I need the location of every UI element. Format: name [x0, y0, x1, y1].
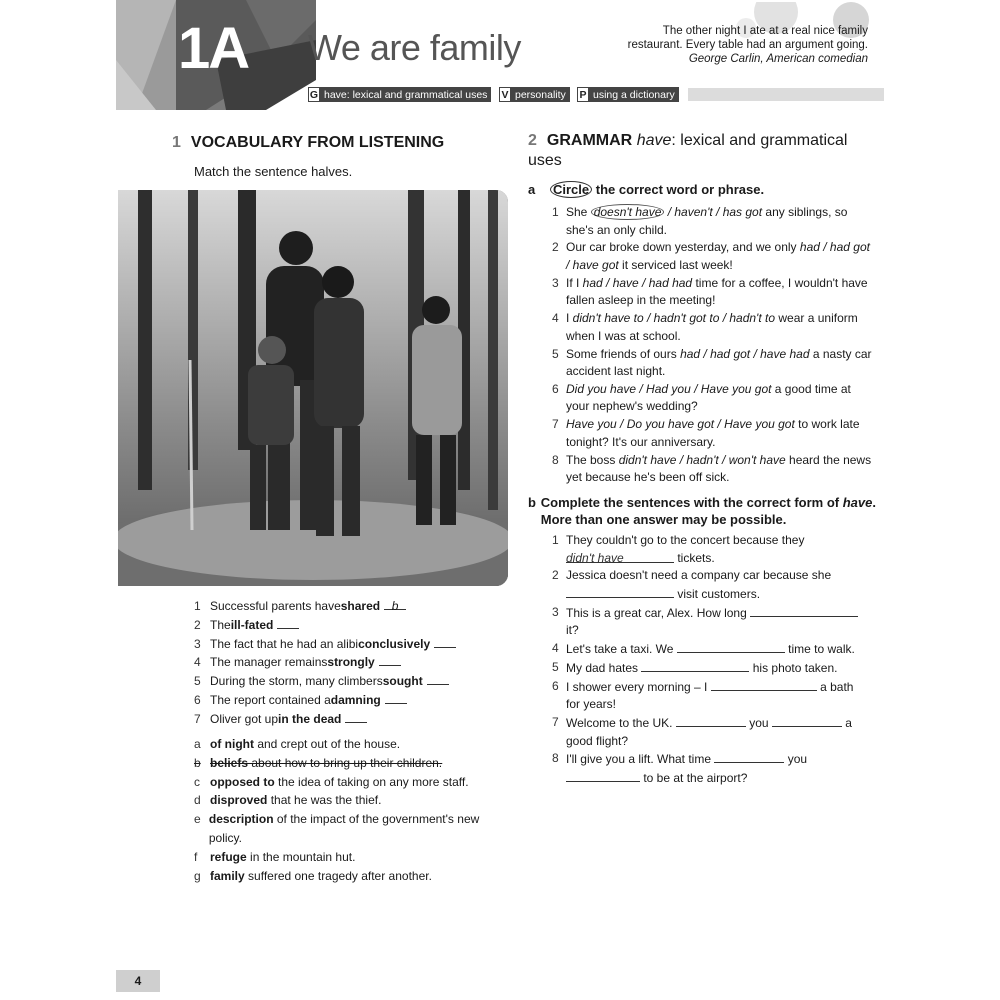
item-text-rest: that he was the thief. [267, 793, 382, 808]
answer-blank[interactable] [677, 640, 785, 653]
item-text-pre: She [566, 205, 591, 219]
list-item [552, 204, 872, 239]
grammar-title-rest: : lexical and grammatical uses [528, 132, 848, 169]
item-text-before: The manager remains [210, 655, 328, 670]
list-item [194, 867, 504, 886]
task-a-list [552, 204, 872, 487]
item-text-pre: If I [566, 275, 583, 290]
item-number: 2 [552, 240, 559, 255]
item-keyword: ill-fated [230, 617, 274, 632]
item-text-pre: Our car broke down yesterday, and we only [566, 240, 800, 255]
answer-blank[interactable] [566, 769, 640, 782]
family-photo [118, 190, 508, 586]
item-text-post: time for a coffee, I wouldn't have fallen asleep in the meeting! [566, 275, 868, 308]
unit-title: We are family [308, 27, 521, 68]
item-number: 7 [552, 715, 559, 730]
answer-blank[interactable] [427, 672, 449, 685]
item-letter: d [194, 793, 201, 808]
item-text-rest: of the impact of the government's new policy. [208, 812, 480, 845]
item-options[interactable]: had / had got / have got [566, 240, 870, 272]
answer-blank[interactable] [641, 659, 749, 672]
item-text-post: a good time at your nephew's wedding? [566, 381, 851, 414]
circled-answer[interactable]: doesn't have [591, 204, 665, 220]
item-text-line2: his photo taken. [752, 660, 838, 675]
item-text-line1: Let's take a taxi. We [566, 642, 674, 657]
answer-blank[interactable] [379, 653, 401, 666]
item-number: 4 [552, 641, 559, 656]
answer-blank[interactable]: b [384, 597, 406, 610]
unit-header-graphic [116, 0, 316, 110]
list-item [194, 672, 514, 691]
item-number: 1 [552, 205, 559, 219]
item-number: 2 [194, 617, 201, 632]
item-text-line1: Welcome to the UK. [566, 716, 673, 731]
item-text-before: The report contained a [210, 692, 331, 707]
item-number: 6 [194, 692, 201, 707]
item-options[interactable]: Did you have / Had you / Have you got [566, 381, 772, 396]
item-number: 4 [194, 655, 201, 670]
answer-blank[interactable] [277, 616, 299, 629]
list-item [194, 791, 504, 810]
focus-tag-letter: V [499, 87, 511, 102]
list-item [194, 653, 514, 672]
list-item [552, 416, 872, 451]
item-options[interactable]: didn't have to / hadn't got to / hadn't to [572, 311, 776, 326]
list-item [552, 714, 870, 750]
item-text-before: The [210, 617, 231, 632]
item-text-rest: about how to bring up their children. [248, 755, 443, 770]
item-text-line1: Jessica doesn't need a company car because she [566, 568, 832, 583]
answer-blank[interactable] [772, 714, 842, 727]
focus-bar-background [688, 88, 884, 101]
item-options[interactable]: / haven't / has got [664, 205, 763, 219]
list-item [194, 710, 514, 729]
item-number: 1 [552, 533, 559, 547]
vocab-instruction: Match the sentence halves. [194, 164, 353, 179]
item-keyword: conclusively [358, 636, 431, 651]
list-item [552, 567, 870, 603]
item-text-post: it serviced last week! [618, 257, 733, 272]
list-item [194, 597, 514, 616]
item-keyword: of night [210, 737, 254, 751]
item-options[interactable]: had / had got / have had [680, 346, 810, 361]
item-number: 1 [194, 599, 201, 613]
item-number: 7 [552, 417, 559, 432]
list-item [194, 635, 514, 654]
item-number: 8 [552, 452, 559, 467]
item-text-post: a nasty car accident last night. [566, 346, 872, 379]
answer-blank[interactable] [714, 750, 784, 763]
item-text-line1: They couldn't go to the concert because they [566, 533, 805, 547]
item-text-line2: time to walk. [788, 642, 855, 657]
task-b-instruction-part1: Complete the sentences with the correct form of [540, 495, 843, 510]
list-item [194, 810, 494, 848]
item-number: 4 [552, 311, 559, 326]
list-item [552, 750, 870, 787]
list-item [552, 532, 870, 567]
item-keyword: refuge [210, 849, 247, 864]
focus-tag-text: have: lexical and grammatical uses [324, 88, 488, 101]
item-text-line2: a [845, 716, 852, 731]
item-text-rest: the idea of taking on any more staff. [274, 774, 469, 789]
list-item [194, 773, 504, 792]
item-letter: c [194, 774, 200, 789]
item-number: 2 [552, 568, 559, 583]
item-text-line3: good flight? [566, 733, 629, 748]
item-text-mid: you [787, 752, 808, 767]
task-letter: b [528, 495, 536, 510]
item-letter: f [194, 849, 198, 864]
item-keyword: in the dead [278, 711, 342, 726]
answer-blank[interactable] [434, 635, 456, 648]
item-options[interactable]: had / have / had had [582, 275, 693, 290]
grammar-section-number: 2 [528, 132, 537, 149]
item-number: 6 [552, 381, 559, 396]
textbook-page [116, 0, 884, 1000]
item-text-post: to work late tonight? It's our anniversary. [566, 417, 860, 449]
item-letter: e [194, 812, 201, 827]
item-text-rest: in the mountain hut. [246, 849, 356, 864]
task-b-instruction-italic: have [842, 495, 873, 510]
item-keyword: disproved [210, 793, 268, 808]
grammar-title-italic: have [636, 132, 672, 149]
item-text-line1: This is a great car, Alex. How long [566, 605, 747, 620]
item-text-line1: I shower every morning – I [566, 679, 708, 694]
focus-tag-pronunciation [577, 87, 679, 102]
answer-blank[interactable] [711, 678, 817, 691]
list-item [552, 275, 872, 310]
item-number: 7 [194, 711, 201, 726]
list-item [552, 659, 870, 678]
list-item [552, 381, 872, 416]
quote-author: George Carlin, American comedian [688, 53, 868, 65]
item-text-pre: The boss [566, 452, 619, 467]
item-text-line3: for years! [566, 697, 617, 712]
family-walking-forest-image [118, 190, 508, 586]
item-number: 8 [552, 751, 559, 766]
list-item [552, 346, 872, 381]
item-number: 5 [552, 659, 559, 674]
item-number: 6 [552, 678, 559, 693]
task-b-heading [528, 494, 880, 528]
answer-blank[interactable]: didn't have [566, 550, 674, 563]
task-letter: a [528, 182, 536, 197]
item-text-before: Successful parents have [210, 599, 341, 613]
item-keyword: strongly [327, 655, 375, 670]
task-b-instruction-part2: . More than one answer may be possible. [540, 495, 876, 527]
list-item [194, 616, 514, 635]
list-item [552, 452, 872, 487]
focus-tag-letter: G [309, 88, 319, 101]
item-text-line2: tickets. [677, 550, 715, 565]
item-text-line2: visit customers. [677, 586, 761, 601]
item-letter: a [194, 737, 201, 751]
item-text-post: wear a uniform when I was at school. [566, 311, 858, 343]
item-text-post: any siblings, so she's an only child. [566, 205, 848, 237]
answer-blank[interactable] [566, 585, 674, 598]
answer-blank[interactable] [385, 691, 407, 704]
item-options[interactable]: Have you / Do you have got / Have you got [566, 417, 795, 432]
item-letter: g [194, 868, 201, 883]
item-text-line1: My dad hates [566, 660, 639, 675]
item-text-before: Oliver got up [210, 711, 279, 726]
focus-tag-letter: P [577, 87, 589, 102]
item-text-line2: a bath [820, 679, 854, 694]
item-number: 3 [552, 604, 559, 619]
task-a-heading [528, 181, 880, 198]
item-text-before: The fact that he had an alibi [210, 636, 359, 651]
vocab-section-heading [172, 133, 444, 153]
task-b-list [552, 532, 870, 788]
quote-line-1: The other night I ate at a real nice family [662, 25, 868, 37]
list-item [194, 691, 514, 710]
task-a-instruction: the correct word or phrase. [592, 182, 765, 197]
item-text-line3: to be at the airport? [643, 771, 748, 786]
item-number: 5 [552, 346, 559, 361]
item-text-pre: I [566, 311, 573, 326]
list-item [552, 310, 872, 345]
list-item [194, 754, 504, 773]
grammar-section-title: GRAMMAR [546, 132, 633, 149]
item-text-pre: Some friends of ours [566, 346, 681, 361]
item-text-rest: and crept out of the house. [253, 737, 401, 751]
item-keyword: beliefs [210, 755, 249, 770]
quote-box [596, 2, 884, 70]
item-keyword: family [210, 868, 245, 883]
answer-blank[interactable] [676, 714, 746, 727]
focus-tag-grammar [308, 87, 491, 102]
item-text-mid: you [749, 716, 769, 731]
focus-tag-text: personality [515, 88, 566, 101]
focus-tag-vocabulary [499, 87, 570, 102]
list-item [552, 640, 870, 659]
item-keyword: damning [330, 692, 381, 707]
circle-word: Circle [550, 181, 592, 198]
page-number: 4 [116, 970, 160, 992]
item-keyword: sought [382, 674, 423, 689]
answer-blank[interactable] [750, 604, 858, 617]
quote-text [628, 24, 868, 66]
vocab-first-halves-list [194, 597, 514, 729]
vocab-section-number: 1 [172, 134, 181, 151]
vocab-second-halves-list [194, 735, 504, 885]
list-item [552, 604, 870, 640]
focus-tag-text: using a dictionary [593, 88, 675, 101]
item-letter: b [194, 755, 201, 770]
list-item [552, 239, 872, 274]
item-text-post: heard the news yet because he's been off sick. [566, 452, 872, 485]
list-item [552, 678, 870, 714]
unit-code: 1A [178, 16, 249, 81]
item-keyword: opposed to [210, 774, 275, 789]
item-number: 3 [194, 636, 201, 651]
item-text-line1: I'll give you a lift. What time [566, 752, 712, 767]
item-text-before: During the storm, many climbers [210, 674, 383, 689]
vocab-section-title: VOCABULARY FROM LISTENING [190, 134, 445, 151]
list-item [194, 848, 504, 867]
grammar-section-heading [528, 131, 880, 171]
item-options[interactable]: didn't have / hadn't / won't have [618, 452, 786, 467]
item-text-rest: suffered one tragedy after another. [244, 868, 432, 883]
list-item [194, 735, 504, 754]
lesson-focus-bar [308, 87, 884, 102]
item-number: 5 [194, 674, 201, 689]
item-text-line2: it? [566, 623, 579, 638]
item-keyword: description [208, 812, 274, 827]
item-number: 3 [552, 275, 559, 290]
answer-blank[interactable] [345, 710, 367, 723]
quote-line-2: restaurant. Every table had an argument going. [627, 39, 868, 51]
item-keyword: shared [340, 599, 381, 613]
